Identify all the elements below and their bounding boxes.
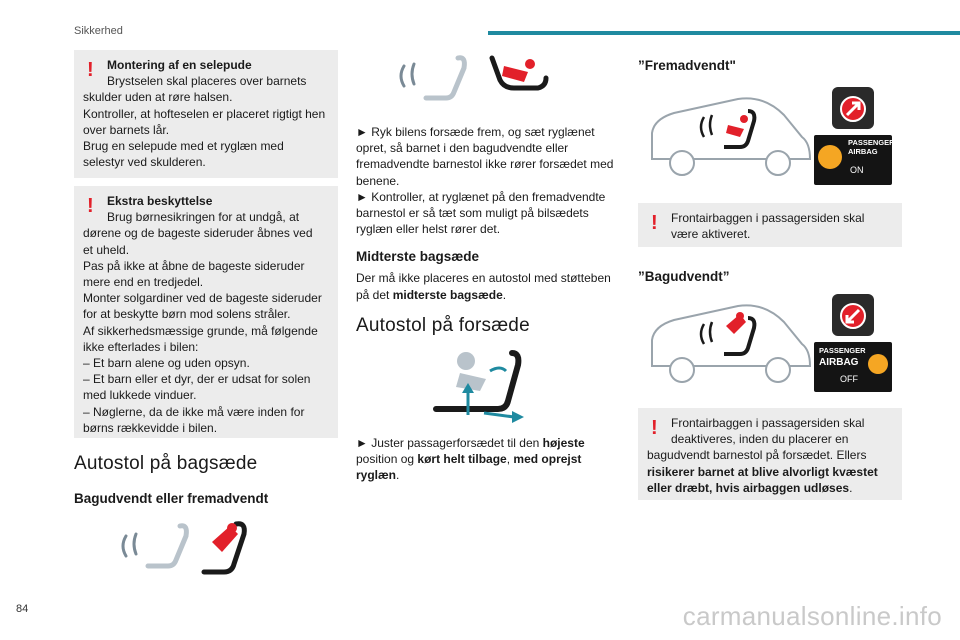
para-midterste: [356, 270, 620, 302]
badge-line1: PASSENGER: [848, 138, 895, 147]
notice-line: Brug børnesikringen for at undgå, at: [107, 210, 300, 225]
section-title-bagsaede: Autostol på bagsæde: [74, 453, 258, 474]
watermark-text: carmanualsonline.info: [682, 601, 942, 631]
para-bold: kørt helt tilbage: [417, 452, 507, 467]
para-line: [356, 287, 620, 303]
notice-line: børns rækkevidde i bilen.: [83, 420, 218, 435]
airbag-off-badge: [814, 342, 892, 392]
instructions-juster: [356, 435, 620, 484]
notice-line: med lukkede vinduer.: [83, 388, 197, 403]
notice-fremadvendt: [638, 203, 902, 247]
notice-line: ikke efterlades i bilen:: [83, 339, 199, 354]
notice-line: [647, 480, 893, 496]
notice-line: Frontairbaggen i passagersiden skal: [671, 211, 865, 225]
subtitle-midterste: Midterste bagsæde: [356, 249, 480, 265]
arrow-up-right-icon: [832, 87, 874, 129]
seat-adjust-illustration: [420, 347, 620, 423]
notice-line: et uheld.: [83, 242, 130, 257]
notice-selepude: [74, 50, 338, 178]
notice-bagudvendt: [638, 408, 902, 500]
warning-exclamation-icon: !: [651, 212, 658, 234]
notice-line: mere end en tredjedel.: [83, 275, 204, 290]
child-seat-rear-icon: [118, 520, 278, 578]
para-line: Der må ikke placeres en autostol med støtteben: [356, 271, 611, 286]
para-bold: midterste bagsæde: [392, 287, 503, 302]
notice-line: Kontroller, at hofteselen er placeret rigtigt hen: [83, 106, 326, 121]
notice-text: .: [849, 480, 853, 495]
notice-line: Pas på ikke at åbne de bageste sideruder: [83, 258, 305, 273]
notice-title: Ekstra beskyttelse: [107, 194, 213, 208]
para-line: ► Ryk bilens forsæde frem, og sæt ryglænet: [356, 125, 595, 139]
badge-state: ON: [850, 165, 864, 175]
notice-line: være aktiveret.: [671, 227, 751, 242]
rear-indicator-icon: [832, 294, 874, 336]
child-seat-forward-icon: [396, 50, 556, 110]
para-text: ,: [506, 452, 514, 467]
para-text: .: [502, 287, 507, 302]
para-bold: højeste: [542, 435, 585, 450]
car-rear-child-seat-icon: [644, 294, 824, 396]
para-text: .: [396, 468, 400, 483]
para-line: ryglæn eller helst rører det.: [356, 222, 501, 237]
warning-exclamation-icon: !: [651, 417, 658, 439]
column-3: [638, 50, 902, 500]
notice-line: selestyr ved skulderen.: [83, 155, 206, 170]
seat-illustration-rear: [118, 520, 338, 578]
para-line: barnestol er så tæt som muligt på bilsædets: [356, 206, 589, 221]
notice-line: Monter solgardiner ved de bageste sideruder: [83, 291, 322, 306]
para-line: opret, så barnet i den bagudvendte eller: [356, 141, 569, 156]
notice-bold: risikerer barnet at blive alvorligt kvæstet: [647, 464, 878, 479]
car-illustration-forward: [638, 85, 902, 189]
notice-line: Frontairbaggen i passagersiden skal: [671, 416, 865, 430]
notice-line: deaktiveres, inden du placerer en: [671, 432, 849, 447]
badge-line2: AIRBAG: [848, 147, 878, 156]
notice-line: – Et barn alene og uden opsyn.: [83, 356, 250, 371]
notice-line: dørene og de bageste sideruder åbnes ved: [83, 226, 313, 241]
car-forward-child-seat-icon: [644, 85, 824, 189]
notice-line: Brug en selepude med et ryglæn med: [83, 139, 284, 154]
para-line: [356, 435, 620, 451]
para-text: på det: [356, 287, 393, 302]
badge-state: OFF: [840, 374, 858, 384]
header-accent-bar: [488, 31, 960, 35]
notice-line: Brystselen skal placeres over barnets: [107, 74, 307, 89]
notice-line: skulder uden at røre halsen.: [83, 90, 233, 105]
notice-line: bagudvendt barnestol på forsædet. Ellers: [647, 448, 867, 463]
forward-indicator-icon: [832, 87, 874, 129]
subtitle-bagudvendt: ”Bagudvendt”: [638, 269, 730, 284]
para-text: ► Juster passagerforsædet til den: [356, 435, 543, 450]
airbag-on-badge: [814, 135, 895, 185]
para-text: position og: [356, 452, 418, 467]
seat-adjust-icon: [420, 347, 530, 423]
notice-line: – Et barn eller et dyr, der er udsat for solen: [83, 372, 311, 387]
warning-exclamation-icon: !: [87, 195, 94, 217]
arrow-down-left-icon: [832, 294, 874, 336]
para-line: [356, 467, 620, 483]
para-line: ► Kontroller, at ryglænet på den fremadvendte: [356, 189, 606, 204]
notice-line: for at beskytte børn mod solens stråler.: [83, 307, 291, 322]
subtitle-fremadvendt: ”Fremadvendt": [638, 58, 736, 73]
notice-line: – Nøglerne, da de ikke må være inden for: [83, 404, 305, 419]
seat-illustration-top: [396, 50, 620, 110]
airbag-off-symbol-icon: [818, 145, 842, 169]
column-2: [356, 50, 620, 483]
para-line: fremadvendte barnestol ikke rører forsædet med: [356, 157, 614, 172]
badge-line1: PASSENGER: [819, 346, 866, 355]
notice-line: over barnets lår.: [83, 122, 170, 137]
column-1: [74, 50, 338, 578]
airbag-warning-symbol-icon: [868, 354, 888, 374]
para-line: benene.: [356, 173, 400, 188]
warning-exclamation-icon: !: [87, 59, 94, 81]
instructions-forsaede: [356, 124, 620, 237]
subsection-title-orientation: Bagudvendt eller fremadvendt: [74, 491, 269, 506]
section-title-forsaede: Autostol på forsæde: [356, 314, 530, 336]
para-bold: med oprejst: [513, 452, 582, 467]
para-line: [356, 451, 620, 467]
car-illustration-rear: [638, 294, 902, 396]
badge-line2: AIRBAG: [819, 357, 859, 368]
notice-line: [647, 464, 893, 480]
notice-line: Af sikkerhedsmæssige grunde, må følgende: [83, 323, 318, 338]
notice-ekstra-beskyttelse: [74, 186, 338, 438]
para-bold: ryglæn: [356, 468, 397, 483]
notice-title: Montering af en selepude: [107, 58, 252, 72]
notice-bold: eller dræbt, hvis airbaggen udløses: [647, 480, 850, 495]
header-section-title: Sikkerhed: [74, 25, 123, 37]
page-number: 84: [16, 603, 29, 615]
